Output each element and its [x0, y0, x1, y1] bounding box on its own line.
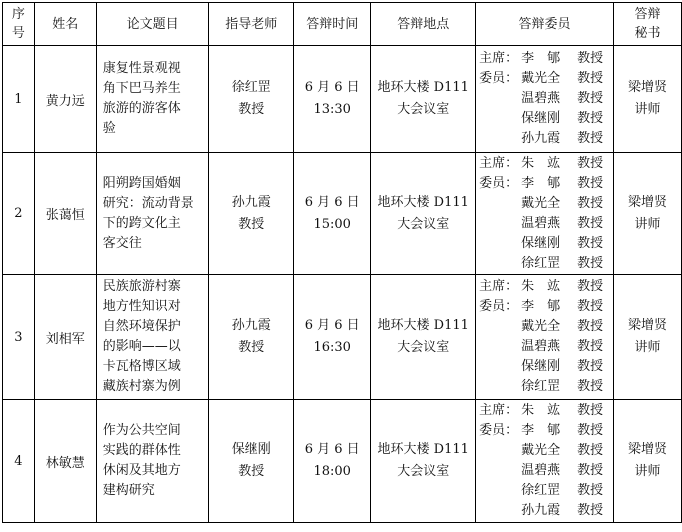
- defense-location-line: 大会议室: [397, 464, 450, 479]
- committee-member-title: 教授: [577, 423, 604, 438]
- committee-member-title: 教授: [577, 155, 604, 171]
- header-advisor: 指导老师: [209, 3, 294, 46]
- defense-time-line: 6 月 6 日: [304, 442, 360, 457]
- committee-member: [479, 357, 613, 377]
- committee-role: 委员：: [479, 299, 519, 314]
- defense-location-line: 地环大楼 D111: [377, 442, 469, 457]
- committee-members: [476, 153, 614, 275]
- advisor: [209, 400, 294, 523]
- header-secretary-line: 秘书: [634, 26, 661, 41]
- committee-member-title: 教授: [577, 359, 604, 374]
- committee-member: [479, 194, 613, 214]
- committee-member: [479, 501, 613, 521]
- defense-time-line: 6 月 6 日: [304, 318, 360, 333]
- advisor-line: 保继刚: [231, 442, 271, 457]
- committee-role: [479, 254, 521, 274]
- committee-member-title: 教授: [577, 175, 604, 191]
- secretary-line: 梁增贤: [627, 194, 667, 210]
- committee-member: [479, 89, 613, 109]
- committee-member-name: 李 郇: [521, 51, 561, 66]
- defense-schedule-table: [2, 2, 682, 523]
- defense-location: [371, 275, 476, 400]
- advisor-line: 孙九霞: [231, 194, 271, 210]
- committee-member: [479, 49, 613, 69]
- committee-member-name: 保继刚: [521, 111, 561, 126]
- row-number: 2: [3, 153, 35, 275]
- secretary: [613, 153, 681, 275]
- committee-role: 委员：: [479, 71, 519, 86]
- committee-role: [479, 441, 521, 461]
- committee-member-title: 教授: [577, 403, 604, 418]
- defense-location-line: 地环大楼 D111: [377, 80, 469, 95]
- advisor-line: 孙九霞: [231, 318, 271, 333]
- advisor: [209, 153, 294, 275]
- row-number: 1: [3, 46, 35, 153]
- header-thesis: 论文题目: [96, 3, 209, 46]
- committee-member: [479, 297, 613, 317]
- defense-time-line: 18:00: [313, 464, 351, 479]
- secretary-line: 梁增贤: [627, 80, 667, 95]
- committee-member-name: 朱 竑: [521, 403, 561, 418]
- defense-time-line: 13:30: [313, 102, 351, 117]
- committee-role: [479, 317, 521, 337]
- student-name: 刘相军: [34, 275, 96, 400]
- defense-time-line: 6 月 6 日: [304, 194, 360, 210]
- row-number: 4: [3, 400, 35, 523]
- committee-member: [479, 277, 613, 297]
- committee-member: [479, 461, 613, 481]
- committee-role: 主席：: [479, 279, 519, 294]
- committee-member-name: 朱 竑: [521, 279, 561, 294]
- row-number: 3: [3, 275, 35, 400]
- header-location: 答辩地点: [371, 3, 476, 46]
- advisor-line: 徐红罡: [231, 80, 271, 95]
- thesis-title-line: 阳朔跨国婚姻: [102, 175, 181, 191]
- committee-member-title: 教授: [577, 51, 604, 66]
- thesis-title-line: 研究：流动背景: [102, 195, 194, 211]
- thesis-title-line: 藏族村寨为例: [102, 379, 181, 394]
- committee-member: [479, 481, 613, 501]
- student-name: 黄力远: [34, 46, 96, 153]
- committee-member: [479, 317, 613, 337]
- thesis-title-line: 自然环境保护: [102, 319, 181, 334]
- committee-role: 委员：: [479, 175, 519, 191]
- defense-location-line: 地环大楼 D111: [377, 318, 469, 333]
- thesis-title-line: 下的跨文化主: [102, 215, 181, 231]
- committee-member-title: 教授: [577, 443, 604, 458]
- committee-member-name: 温碧燕: [521, 463, 561, 478]
- table-row: [3, 153, 682, 275]
- thesis-title-line: 旅游的游客体: [102, 101, 181, 116]
- committee-member: [479, 109, 613, 129]
- advisor-line: 教授: [238, 464, 265, 479]
- committee-role: 主席：: [479, 51, 519, 66]
- committee-role: [479, 234, 521, 254]
- defense-time: [294, 400, 371, 523]
- defense-time-line: 6 月 6 日: [304, 80, 360, 95]
- advisor: [209, 275, 294, 400]
- committee-member-name: 戴光全: [521, 195, 561, 211]
- committee-member: [479, 421, 613, 441]
- committee-member-name: 保继刚: [521, 235, 561, 251]
- thesis-title-line: 客交往: [102, 235, 142, 251]
- thesis-title-line: 作为公共空间: [102, 423, 181, 438]
- committee-member-title: 教授: [577, 379, 604, 394]
- secretary-line: 讲师: [634, 464, 661, 479]
- committee-member-title: 教授: [577, 131, 604, 146]
- thesis-title: [96, 400, 209, 523]
- committee-member: [479, 214, 613, 234]
- committee-role: [479, 194, 521, 214]
- committee-role: [479, 109, 521, 129]
- committee-member-name: 温碧燕: [521, 215, 561, 231]
- committee-members: [476, 46, 614, 153]
- defense-time: [294, 275, 371, 400]
- thesis-title: [96, 46, 209, 153]
- committee-member-name: 李 郇: [521, 175, 561, 191]
- thesis-title-line: 卡瓦格博区域: [102, 359, 181, 374]
- advisor-line: 教授: [238, 216, 265, 232]
- committee-role: 主席：: [479, 155, 519, 171]
- defense-time-line: 15:00: [313, 216, 351, 232]
- advisor: [209, 46, 294, 153]
- committee-member-name: 戴光全: [521, 443, 561, 458]
- committee-member-title: 教授: [577, 195, 604, 211]
- committee-member-name: 孙九霞: [521, 503, 561, 518]
- committee-member-name: 温碧燕: [521, 339, 561, 354]
- table-header: [3, 3, 682, 46]
- committee-member-name: 李 郇: [521, 299, 561, 314]
- committee-member-name: 戴光全: [521, 71, 561, 86]
- secretary: [613, 46, 681, 153]
- committee-member-name: 保继刚: [521, 359, 561, 374]
- committee-member-title: 教授: [577, 279, 604, 294]
- thesis-title-line: 地方性知识对: [102, 299, 181, 314]
- thesis-title-line: 休闲及其地方: [102, 463, 181, 478]
- header-seq-line: 序: [11, 7, 25, 22]
- committee-member-name: 朱 竑: [521, 155, 561, 171]
- student-name: 张蔼恒: [34, 153, 96, 275]
- committee-role: [479, 357, 521, 377]
- committee-member-title: 教授: [577, 483, 604, 498]
- advisor-line: 教授: [238, 102, 265, 117]
- thesis-title-line: 康复性景观视: [102, 61, 181, 76]
- header-seq-line: 号: [11, 26, 25, 41]
- defense-time-line: 16:30: [313, 340, 351, 355]
- committee-role: [479, 481, 521, 501]
- committee-role: [479, 377, 521, 397]
- header-secretary: [613, 3, 681, 46]
- table-row: [3, 46, 682, 153]
- committee-member-title: 教授: [577, 91, 604, 106]
- committee-member: [479, 174, 613, 194]
- committee-members: [476, 275, 614, 400]
- committee-member-title: 教授: [577, 503, 604, 518]
- thesis-title-line: 民族旅游村寨: [102, 279, 181, 294]
- defense-time: [294, 46, 371, 153]
- committee-member: [479, 69, 613, 89]
- defense-location-line: 大会议室: [397, 102, 450, 117]
- table-row: [3, 275, 682, 400]
- committee-member-title: 教授: [577, 111, 604, 126]
- thesis-title-line: 实践的群体性: [102, 443, 181, 458]
- thesis-title-line: 验: [102, 121, 116, 136]
- thesis-title-line: 建构研究: [102, 483, 155, 498]
- committee-member-name: 孙九霞: [521, 131, 561, 146]
- header-secretary-line: 答辩: [634, 7, 661, 22]
- advisor-line: 教授: [238, 340, 265, 355]
- defense-location: [371, 400, 476, 523]
- committee-member-name: 温碧燕: [521, 91, 561, 106]
- committee-role: [479, 501, 521, 521]
- committee-member-name: 李 郇: [521, 423, 561, 438]
- committee-member: [479, 337, 613, 357]
- defense-time: [294, 153, 371, 275]
- committee-role: [479, 214, 521, 234]
- committee-role: [479, 129, 521, 149]
- committee-member: [479, 254, 613, 274]
- committee-role: [479, 461, 521, 481]
- committee-member-title: 教授: [577, 235, 604, 251]
- committee-member-title: 教授: [577, 71, 604, 86]
- defense-location: [371, 153, 476, 275]
- committee-member: [479, 234, 613, 254]
- secretary-line: 讲师: [634, 340, 661, 355]
- committee-member: [479, 377, 613, 397]
- defense-location-line: 地环大楼 D111: [377, 194, 469, 210]
- secretary-line: 讲师: [634, 102, 661, 117]
- committee-role: 主席：: [479, 403, 519, 418]
- secretary: [613, 400, 681, 523]
- defense-location-line: 大会议室: [397, 216, 450, 232]
- committee-role: [479, 337, 521, 357]
- committee-member-title: 教授: [577, 463, 604, 478]
- committee-member: [479, 441, 613, 461]
- thesis-title: [96, 275, 209, 400]
- secretary-line: 梁增贤: [627, 442, 667, 457]
- secretary-line: 讲师: [634, 216, 661, 232]
- committee-member-name: 徐红罡: [521, 255, 561, 271]
- committee-member-title: 教授: [577, 215, 604, 231]
- committee-member-name: 徐红罡: [521, 379, 561, 394]
- header-time: 答辩时间: [294, 3, 371, 46]
- thesis-title-line: 角下巴马养生: [102, 81, 181, 96]
- thesis-title: [96, 153, 209, 275]
- committee-member-title: 教授: [577, 299, 604, 314]
- defense-location: [371, 46, 476, 153]
- header-name: 姓名: [34, 3, 96, 46]
- committee-role: [479, 89, 521, 109]
- committee-member-name: 徐红罡: [521, 483, 561, 498]
- student-name: 林敏慧: [34, 400, 96, 523]
- committee-members: [476, 400, 614, 523]
- committee-member-title: 教授: [577, 339, 604, 354]
- header-row: [3, 3, 682, 46]
- table-row: [3, 400, 682, 523]
- defense-location-line: 大会议室: [397, 340, 450, 355]
- committee-role: 委员：: [479, 423, 519, 438]
- thesis-title-line: 的影响——以: [102, 339, 181, 354]
- header-seq: [3, 3, 35, 46]
- committee-member: [479, 129, 613, 149]
- committee-member: [479, 154, 613, 174]
- committee-member-title: 教授: [577, 255, 604, 271]
- table-body: [3, 46, 682, 523]
- committee-member-title: 教授: [577, 319, 604, 334]
- secretary: [613, 275, 681, 400]
- committee-member-name: 戴光全: [521, 319, 561, 334]
- header-committee: 答辩委员: [476, 3, 614, 46]
- secretary-line: 梁增贤: [627, 318, 667, 333]
- committee-member: [479, 401, 613, 421]
